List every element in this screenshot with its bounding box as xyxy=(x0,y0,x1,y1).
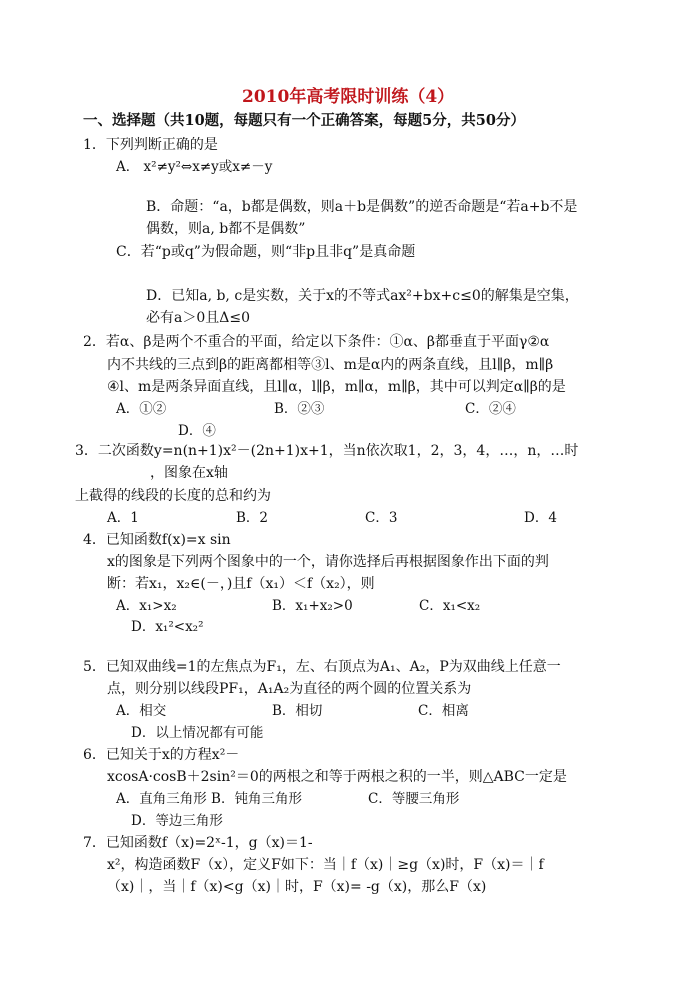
option-4d: D．x₁²<x₂² xyxy=(131,619,204,635)
option-3d: D．4 xyxy=(524,510,557,526)
question-7: 7．已知函数f（x)=2ˣ-1，g（x)＝1- xyxy=(83,835,313,851)
page-title: 2010年高考限时训练（4） xyxy=(242,87,455,107)
question-7-line3: （x)｜，当｜f（x)<g（x)｜时，F（x)= -g（x)，那么F（x) xyxy=(107,879,487,895)
option-1d: D．已知a, b, c是实数，关于x的不等式ax²+bx+c≤0的解集是空集， xyxy=(146,288,579,304)
question-3-line3: 上截得的线段的长度的总和约为 xyxy=(75,488,271,504)
option-2d: D．④ xyxy=(178,423,216,439)
option-1c: C．若“p或q”为假命题，则“非p且非q”是真命题 xyxy=(116,244,416,260)
option-6d: D．等边三角形 xyxy=(131,813,223,829)
option-1d-cont: 必有a＞0且Δ≤0 xyxy=(146,310,251,326)
option-2c: C．②④ xyxy=(465,401,516,417)
option-5a: A．相交 xyxy=(116,703,167,719)
question-2-line2: 内不共线的三点到β的距离都相等③l、m是α内的两条直线，且l∥β，m∥β xyxy=(107,357,554,373)
option-4c: C．x₁<x₂ xyxy=(419,598,481,614)
option-1b-cont: 偶数，则a, b都不是偶数” xyxy=(146,221,306,237)
option-6c: C．等腰三角形 xyxy=(368,791,460,807)
question-3-line2: ，图象在x轴 xyxy=(150,465,228,481)
option-4a: A．x₁>x₂ xyxy=(116,598,177,614)
question-5-line2: 点，则分别以线段PF₁，A₁A₂为直径的两个圆的位置关系为 xyxy=(107,681,472,697)
option-5b: B．相切 xyxy=(272,703,323,719)
question-3: 3．二次函数y=n(n+1)x²－(2n+1)x+1，当n依次取1，2，3，4，…，n，…时 xyxy=(75,443,579,459)
question-5: 5．已知双曲线=1的左焦点为F₁，左、右顶点为A₁、A₂，P为双曲线上任意一 xyxy=(83,659,561,675)
question-1: 1．下列判断正确的是 xyxy=(83,137,218,153)
option-4b: B．x₁+x₂>0 xyxy=(272,598,353,614)
option-2b: B．②③ xyxy=(274,401,325,417)
option-5d: D．以上情况都有可能 xyxy=(131,725,264,741)
question-2: 2．若α、β是两个不重合的平面，给定以下条件：①α、β都垂直于平面γ②α xyxy=(83,334,550,350)
option-3a: A．1 xyxy=(107,510,139,526)
question-2-line3: ④l、m是两条异面直线，且l∥α，l∥β，m∥α，m∥β，其中可以判定α∥β的是 xyxy=(107,379,566,395)
option-1b: B．命题：“a，b都是偶数，则a＋b是偶数”的逆否命题是“若a+b不是 xyxy=(146,199,578,215)
option-1a: A． x²≠y²⇔x≠y或x≠－y xyxy=(116,159,273,175)
question-6-line2: xcosA·cosB＋2sin²＝0的两根之和等于两根之积的一半，则△ABC一定是 xyxy=(107,769,567,785)
option-3b: B．2 xyxy=(236,510,269,526)
option-6ab: A．直角三角形 B．钝角三角形 xyxy=(116,791,302,807)
option-5c: C．相离 xyxy=(418,703,469,719)
option-2a: A．①② xyxy=(116,401,167,417)
question-4-line2: x的图象是下列两个图象中的一个，请你选择后再根据图象作出下面的判 xyxy=(107,554,549,570)
question-7-line2: x²，构造函数F（x），定义F如下：当｜f（x)｜≥g（x)时，F（x)＝｜f xyxy=(107,857,544,873)
question-4: 4．已知函数f(x)=x sin xyxy=(83,532,231,548)
section-heading: 一、选择题（共10题，每题只有一个正确答案，每题5分，共50分） xyxy=(83,112,525,129)
option-3c: C．3 xyxy=(365,510,398,526)
question-4-line3: 断：若x₁，x₂∈(－，)且f（x₁）＜f（x₂），则 xyxy=(107,576,375,592)
question-6: 6．已知关于x的方程x²－ xyxy=(83,747,240,763)
